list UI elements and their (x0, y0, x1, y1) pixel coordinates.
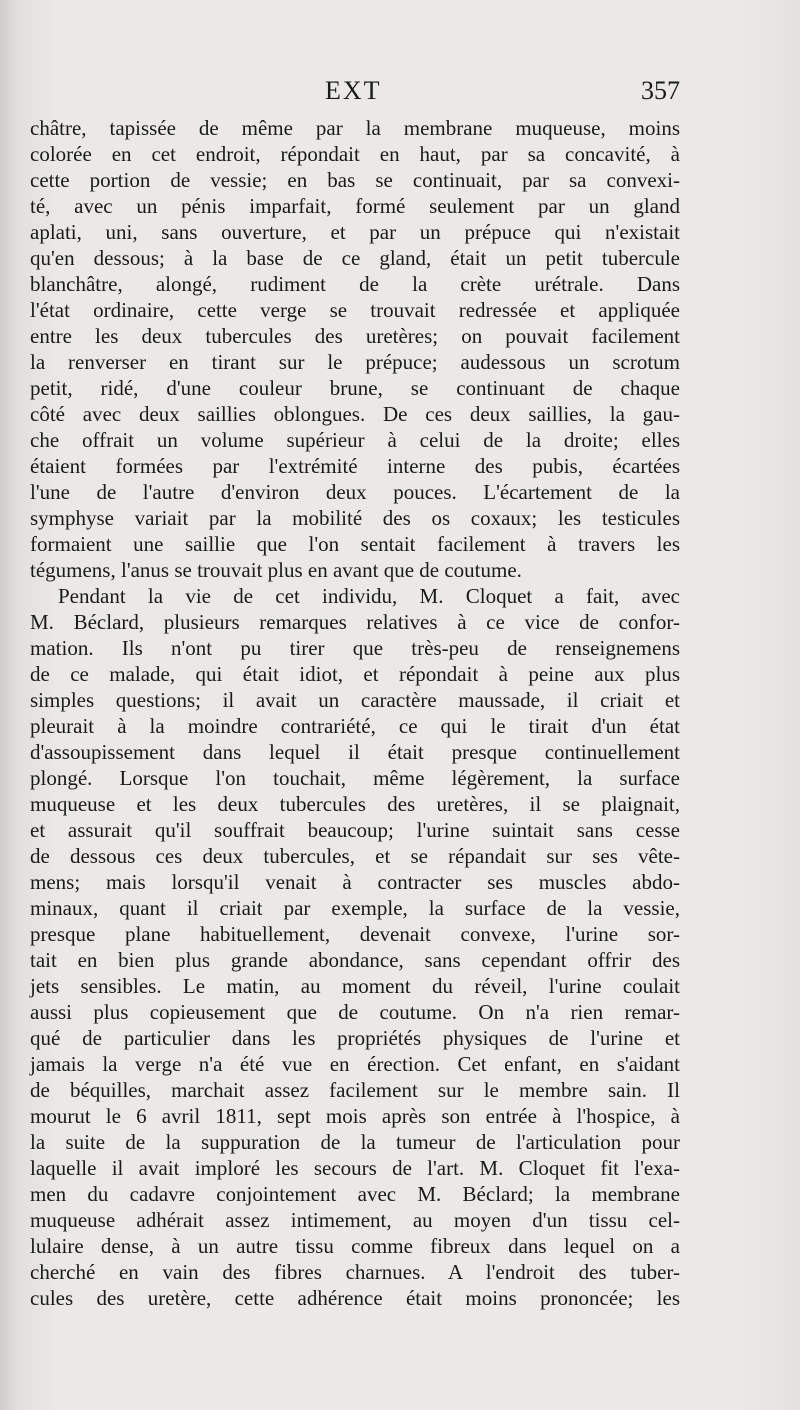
text-line: blanchâtre, alongé, rudiment de la crète urétrale. Dans (30, 272, 680, 296)
page-number: 357 (641, 76, 680, 105)
text-line: de béquilles, marchait assez facilement sur le membre sain. Il (30, 1078, 680, 1102)
text-line: cules des uretère, cette adhérence était moins prononcée; les (30, 1286, 680, 1310)
text-line: qu'en dessous; à la base de ce gland, était un petit tubercule (30, 246, 680, 270)
text-line: châtre, tapissée de même par la membrane muqueuse, moins (30, 116, 680, 140)
page-header (30, 76, 680, 110)
text-line: M. Béclard, plusieurs remarques relatives à ce vice de confor- (30, 610, 680, 634)
text-line: cherché en vain des fibres charnues. A l'endroit des tuber- (30, 1260, 680, 1284)
text-line: la suite de la suppuration de la tumeur de l'articulation pour (30, 1130, 680, 1154)
text-line: de ce malade, qui était idiot, et répondait à peine aux plus (30, 662, 680, 686)
text-line: colorée en cet endroit, répondait en haut, par sa concavité, à (30, 142, 680, 166)
text-line: che offrait un volume supérieur à celui de la droite; elles (30, 428, 680, 452)
text-line: aplati, uni, sans ouverture, et par un prépuce qui n'existait (30, 220, 680, 244)
text-line: d'assoupissement dans lequel il était presque continuellement (30, 740, 680, 764)
text-line: Pendant la vie de cet individu, M. Cloquet a fait, avec (58, 584, 680, 608)
text-line: men du cadavre conjointement avec M. Béclard; la membrane (30, 1182, 680, 1206)
text-line: de dessous ces deux tubercules, et se répandait sur ses vête- (30, 844, 680, 868)
text-line: et assurait qu'il souffrait beaucoup; l'urine suintait sans cesse (30, 818, 680, 842)
text-line: petit, ridé, d'une couleur brune, se continuant de chaque (30, 376, 680, 400)
text-line: symphyse variait par la mobilité des os coxaux; les testicules (30, 506, 680, 530)
text-line: l'état ordinaire, cette verge se trouvait redressée et appliquée (30, 298, 680, 322)
text-line: muqueuse adhérait assez intimement, au moyen d'un tissu cel- (30, 1208, 680, 1232)
text-line: tégumens, l'anus se trouvait plus en avant que de coutume. (30, 558, 522, 582)
text-line: pleurait à la moindre contrariété, ce qui le tirait d'un état (30, 714, 680, 738)
text-line: plongé. Lorsque l'on touchait, même légèrement, la surface (30, 766, 680, 790)
text-line: jets sensibles. Le matin, au moment du réveil, l'urine coulait (30, 974, 680, 998)
text-line: côté avec deux saillies oblongues. De ces deux saillies, la gau- (30, 402, 680, 426)
text-line: jamais la verge n'a été vue en érection. Cet enfant, en s'aidant (30, 1052, 680, 1076)
text-line: laquelle il avait imploré les secours de l'art. M. Cloquet fit l'exa- (30, 1156, 680, 1180)
text-line: l'une de l'autre d'environ deux pouces. L'écartement de la (30, 480, 680, 504)
text-line: entre les deux tubercules des uretères; on pouvait facilement (30, 324, 680, 348)
text-line: lulaire dense, à un autre tissu comme fibreux dans lequel on a (30, 1234, 680, 1258)
text-line: té, avec un pénis imparfait, formé seulement par un gland (30, 194, 680, 218)
text-line: tait en bien plus grande abondance, sans cependant offrir des (30, 948, 680, 972)
text-line: qué de particulier dans les propriétés physiques de l'urine et (30, 1026, 680, 1050)
text-line: muqueuse et les deux tubercules des uretères, il se plaignait, (30, 792, 680, 816)
text-line: mation. Ils n'ont pu tirer que très-peu de renseignemens (30, 636, 680, 660)
text-line: formaient une saillie que l'on sentait facilement à travers les (30, 532, 680, 556)
text-line: presque plane habituellement, devenait convexe, l'urine sor- (30, 922, 680, 946)
running-head: EXT (325, 76, 382, 105)
text-line: simples questions; il avait un caractère maussade, il criait et (30, 688, 680, 712)
text-line: minaux, quant il criait par exemple, la surface de la vessie, (30, 896, 680, 920)
body-text (30, 115, 680, 1311)
text-line: mens; mais lorsqu'il venait à contracter ses muscles abdo- (30, 870, 680, 894)
text-line: la renverser en tirant sur le prépuce; audessous un scrotum (30, 350, 680, 374)
text-line: mourut le 6 avril 1811, sept mois après son entrée à l'hospice, à (30, 1104, 680, 1128)
text-line: étaient formées par l'extrémité interne des pubis, écartées (30, 454, 680, 478)
text-line: cette portion de vessie; en bas se continuait, par sa convexi- (30, 168, 680, 192)
text-line: aussi plus copieusement que de coutume. On n'a rien remar- (30, 1000, 680, 1024)
